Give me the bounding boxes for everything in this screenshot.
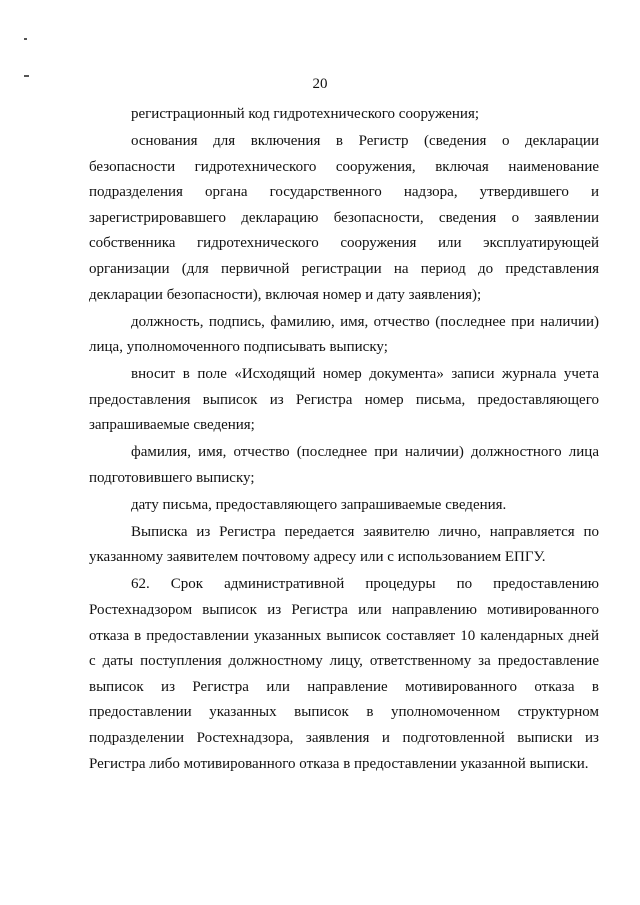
paragraph-letter-date: дату письма, предоставляющего запрашиваемые сведения. — [131, 496, 507, 513]
paragraph-signatory: должность, подпись, фамилию, имя, отчество (последнее при наличии) лица, уполномоченного подписывать выписку; — [89, 313, 599, 356]
paragraph-outgoing-number: вносит в поле «Исходящий номер документа» записи журнала учета предоставления выписок из Регистра номер письма, предоставляющего запрашиваемые сведения; — [89, 366, 599, 434]
paragraph-62-deadline: 62. Срок административной процедуры по предоставлению Ростехнадзором выписок из Регистра или направлению мотивированного отказа в предоставлении указанных выписок составляет 10 календарных дней с даты поступления должностному лицу, ответственному за предоставление выписок из Регистра или направление мотивированного отказа в предоставлении указанных выписок в уполномоченном структурном подразделении Ростехнадзора, заявления и подготовленной выписки из Регистра либо мотивированного отказа в предоставлении указанной выписки. — [89, 576, 599, 772]
paragraph-registration-code: регистрационный код гидротехнического сооружения; — [131, 106, 480, 122]
page-number: 20 — [312, 76, 328, 92]
document-body — [89, 102, 599, 779]
paragraph-delivery: Выписка из Регистра передается заявителю лично, направляется по указанному заявителем почтовому адресу или с использованием ЕПГУ. — [89, 523, 599, 566]
paragraph-preparer-name: фамилия, имя, отчество (последнее при наличии) должностного лица подготовившего выписку; — [89, 444, 599, 486]
paragraph-inclusion-grounds: основания для включения в Регистр (сведения о декларации безопасности гидротехнического сооружения, включая наименование подразделения органа государственного надзора, утвердившего и зарегистрировавшего декларацию безопасности, сведения о заявлении собственника гидротехнического сооружения или эксплуатирующей организации (для первичной регистрации на период до представления декларации безопасности), включая номер и дату заявления); — [89, 132, 599, 303]
scan-edge-mark-top — [24, 38, 27, 40]
